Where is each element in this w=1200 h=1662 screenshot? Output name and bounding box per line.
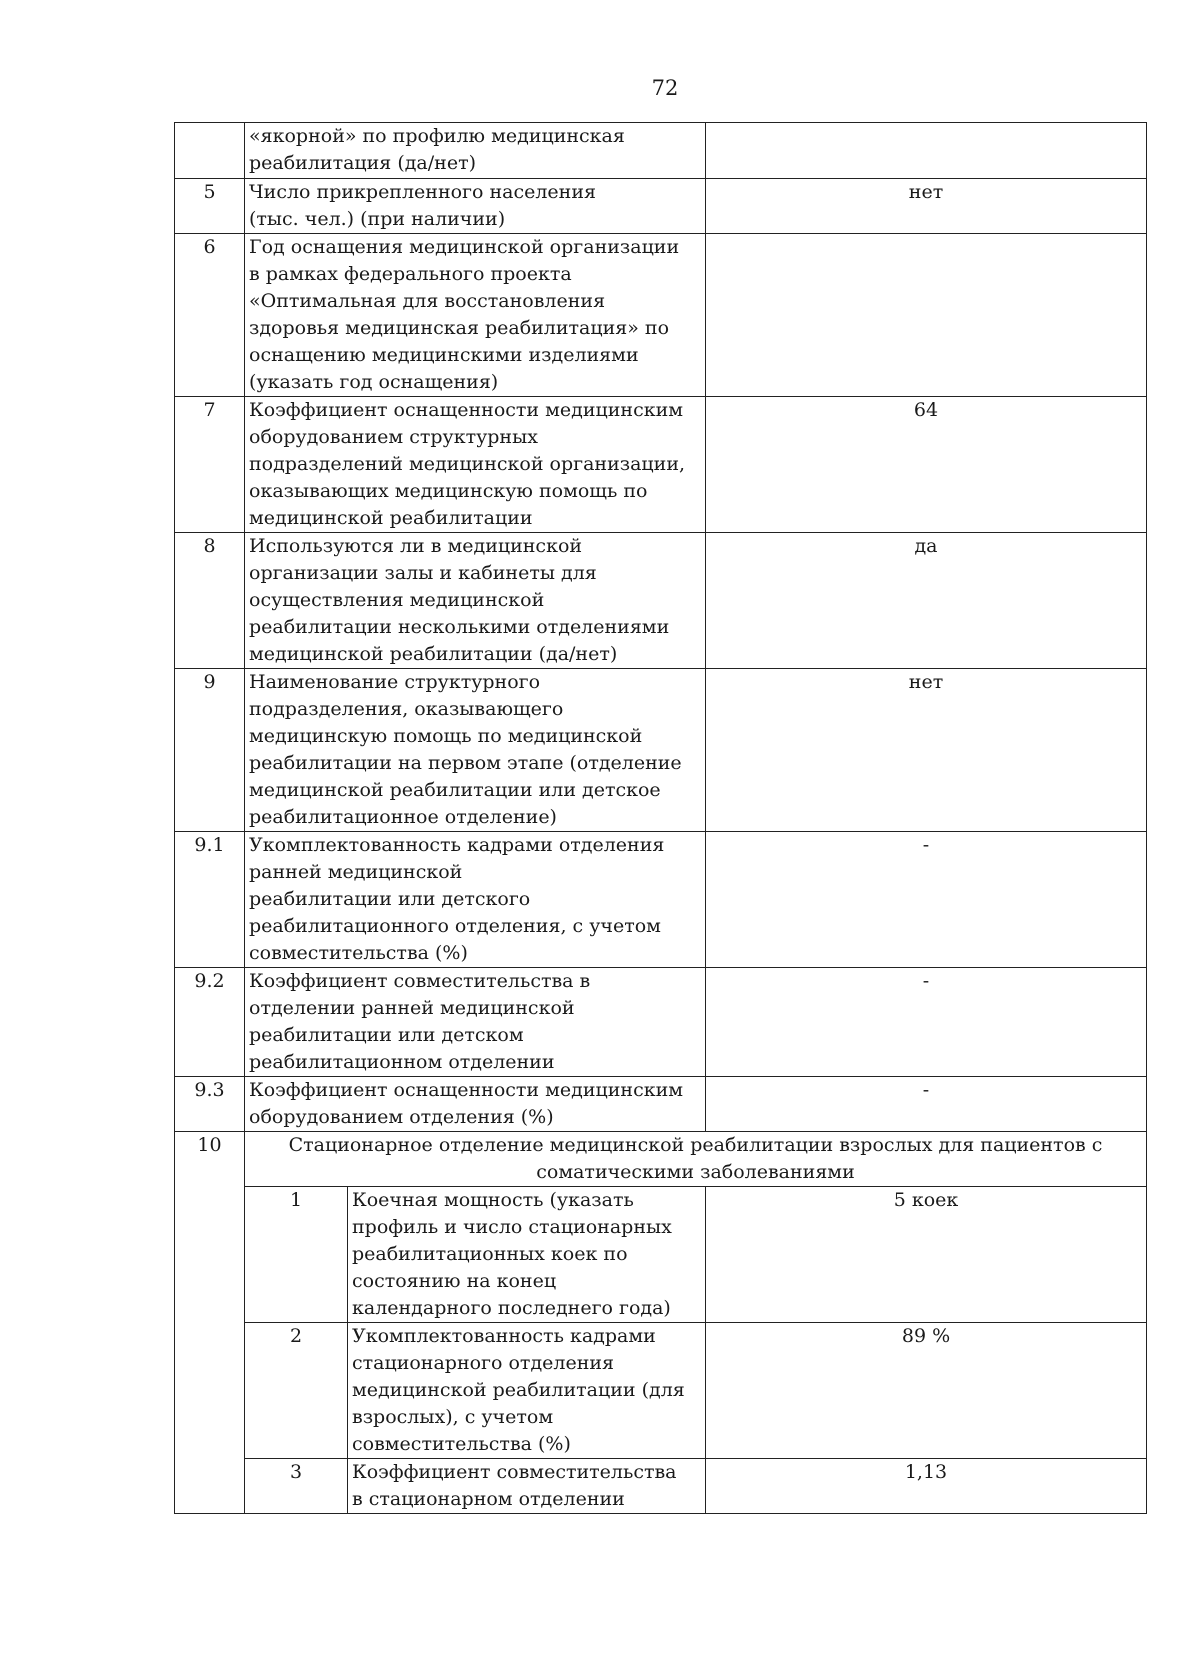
row-label-line: ранней медицинской (249, 861, 463, 883)
row-label-line: оказывающих медицинскую помощь по (249, 480, 648, 502)
table-row (175, 234, 1147, 397)
subrow-label-line: профиль и число стационарных (352, 1216, 672, 1238)
row-number (175, 123, 245, 179)
subrow-label-line: состоянию на конец (352, 1270, 557, 1292)
table-row (175, 1077, 1147, 1132)
subrow-label-line: Укомплектованность кадрами (352, 1325, 656, 1347)
subrow-value: 89 % (706, 1323, 1147, 1459)
row-label-line: осуществления медицинской (249, 589, 545, 611)
row-label-line: медицинской реабилитации или детское (249, 779, 661, 801)
table-row (175, 1187, 1147, 1323)
subrow-label (348, 1323, 706, 1459)
row-label-line: в рамках федерального проекта (249, 263, 572, 285)
row-label-line: медицинской реабилитации (да/нет) (249, 643, 618, 665)
page-number: 72 (651, 76, 679, 100)
subrow-number: 2 (245, 1323, 348, 1459)
section-title (245, 1132, 1147, 1187)
subrow-value: 5 коек (706, 1187, 1147, 1323)
row-value (706, 234, 1147, 397)
row-label-line: реабилитационное отделение) (249, 806, 557, 828)
subrow-number: 1 (245, 1187, 348, 1323)
row-label (245, 179, 706, 234)
row-label (245, 533, 706, 669)
subrow-label (348, 1459, 706, 1514)
row-label (245, 1077, 706, 1132)
row-number: 8 (175, 533, 245, 669)
row-label-line: (тыс. чел.) (при наличии) (249, 208, 506, 230)
row-label (245, 669, 706, 832)
row-label-line: здоровья медицинская реабилитация» по (249, 317, 670, 339)
row-label-line: (указать год оснащения) (249, 371, 499, 393)
row-label-line: Коэффициент совместительства в (249, 970, 591, 992)
row-value: нет (706, 179, 1147, 234)
table-row (175, 832, 1147, 968)
row-label-line: подразделений медицинской организации, (249, 453, 686, 475)
row-label-line: реабилитация (да/нет) (249, 152, 476, 174)
row-label-line: реабилитационном отделении (249, 1051, 555, 1073)
row-label-line: оборудованием структурных (249, 426, 538, 448)
row-label-line: реабилитации или детском (249, 1024, 524, 1046)
table-row (175, 968, 1147, 1077)
subrow-label-line: в стационарном отделении (352, 1488, 625, 1510)
row-label-line: оборудованием отделения (%) (249, 1106, 554, 1128)
subrow-value: 1,13 (706, 1459, 1147, 1514)
row-value: нет (706, 669, 1147, 832)
row-value: - (706, 832, 1147, 968)
row-label-line: «Оптимальная для восстановления (249, 290, 606, 312)
table-row (175, 123, 1147, 179)
row-label (245, 234, 706, 397)
subrow-label (348, 1187, 706, 1323)
subrow-number: 3 (245, 1459, 348, 1514)
row-label-line: «якорной» по профилю медицинская (249, 125, 625, 147)
table-row (175, 1323, 1147, 1459)
row-label-line: организации залы и кабинеты для (249, 562, 597, 584)
row-value: да (706, 533, 1147, 669)
row-label (245, 123, 706, 179)
row-value: 64 (706, 397, 1147, 533)
row-label-line: реабилитационного отделения, с учетом (249, 915, 661, 937)
row-label-line: Коэффициент оснащенности медицинским (249, 1079, 684, 1101)
row-number: 9 (175, 669, 245, 832)
row-label-line: реабилитации или детского (249, 888, 531, 910)
section-title-line: Стационарное отделение медицинской реабилитации взрослых для пациентов с (288, 1134, 1103, 1156)
subrow-label-line: совместительства (%) (352, 1433, 571, 1455)
row-label-line: реабилитации несколькими отделениями (249, 616, 670, 638)
row-label-line: Год оснащения медицинской организации (249, 236, 680, 258)
row-value: - (706, 968, 1147, 1077)
table-row (175, 1459, 1147, 1514)
section-row (175, 1132, 1147, 1187)
row-label-line: отделении ранней медицинской (249, 997, 575, 1019)
row-number: 5 (175, 179, 245, 234)
row-label-line: Число прикрепленного населения (249, 181, 596, 203)
subrow-label-line: медицинской реабилитации (для (352, 1379, 685, 1401)
row-label-line: Укомплектованность кадрами отделения (249, 834, 665, 856)
table-row (175, 397, 1147, 533)
table-row (175, 669, 1147, 832)
row-label-line: оснащению медицинскими изделиями (249, 344, 639, 366)
table-row (175, 533, 1147, 669)
row-number: 7 (175, 397, 245, 533)
row-label-line: медицинскую помощь по медицинской (249, 725, 643, 747)
indicators-table (174, 122, 1147, 1514)
subrow-label-line: календарного последнего года) (352, 1297, 671, 1319)
section-title-line: соматическими заболеваниями (536, 1161, 855, 1183)
row-label (245, 968, 706, 1077)
subrow-label-line: взрослых), с учетом (352, 1406, 554, 1428)
row-label-line: Коэффициент оснащенности медицинским (249, 399, 684, 421)
subrow-label-line: реабилитационных коек по (352, 1243, 628, 1265)
row-label (245, 397, 706, 533)
row-value (706, 123, 1147, 179)
section-number: 10 (175, 1132, 245, 1514)
row-number: 9.3 (175, 1077, 245, 1132)
subrow-label-line: Коэффициент совместительства (352, 1461, 677, 1483)
row-label-line: подразделения, оказывающего (249, 698, 564, 720)
row-label-line: Используются ли в медицинской (249, 535, 583, 557)
row-label-line: совместительства (%) (249, 942, 468, 964)
table-row (175, 179, 1147, 234)
row-value: - (706, 1077, 1147, 1132)
subrow-label-line: стационарного отделения (352, 1352, 615, 1374)
row-number: 9.1 (175, 832, 245, 968)
row-number: 9.2 (175, 968, 245, 1077)
row-label-line: Наименование структурного (249, 671, 541, 693)
row-label-line: медицинской реабилитации (249, 507, 533, 529)
row-label (245, 832, 706, 968)
subrow-label-line: Коечная мощность (указать (352, 1189, 634, 1211)
row-label-line: реабилитации на первом этапе (отделение (249, 752, 682, 774)
row-number: 6 (175, 234, 245, 397)
